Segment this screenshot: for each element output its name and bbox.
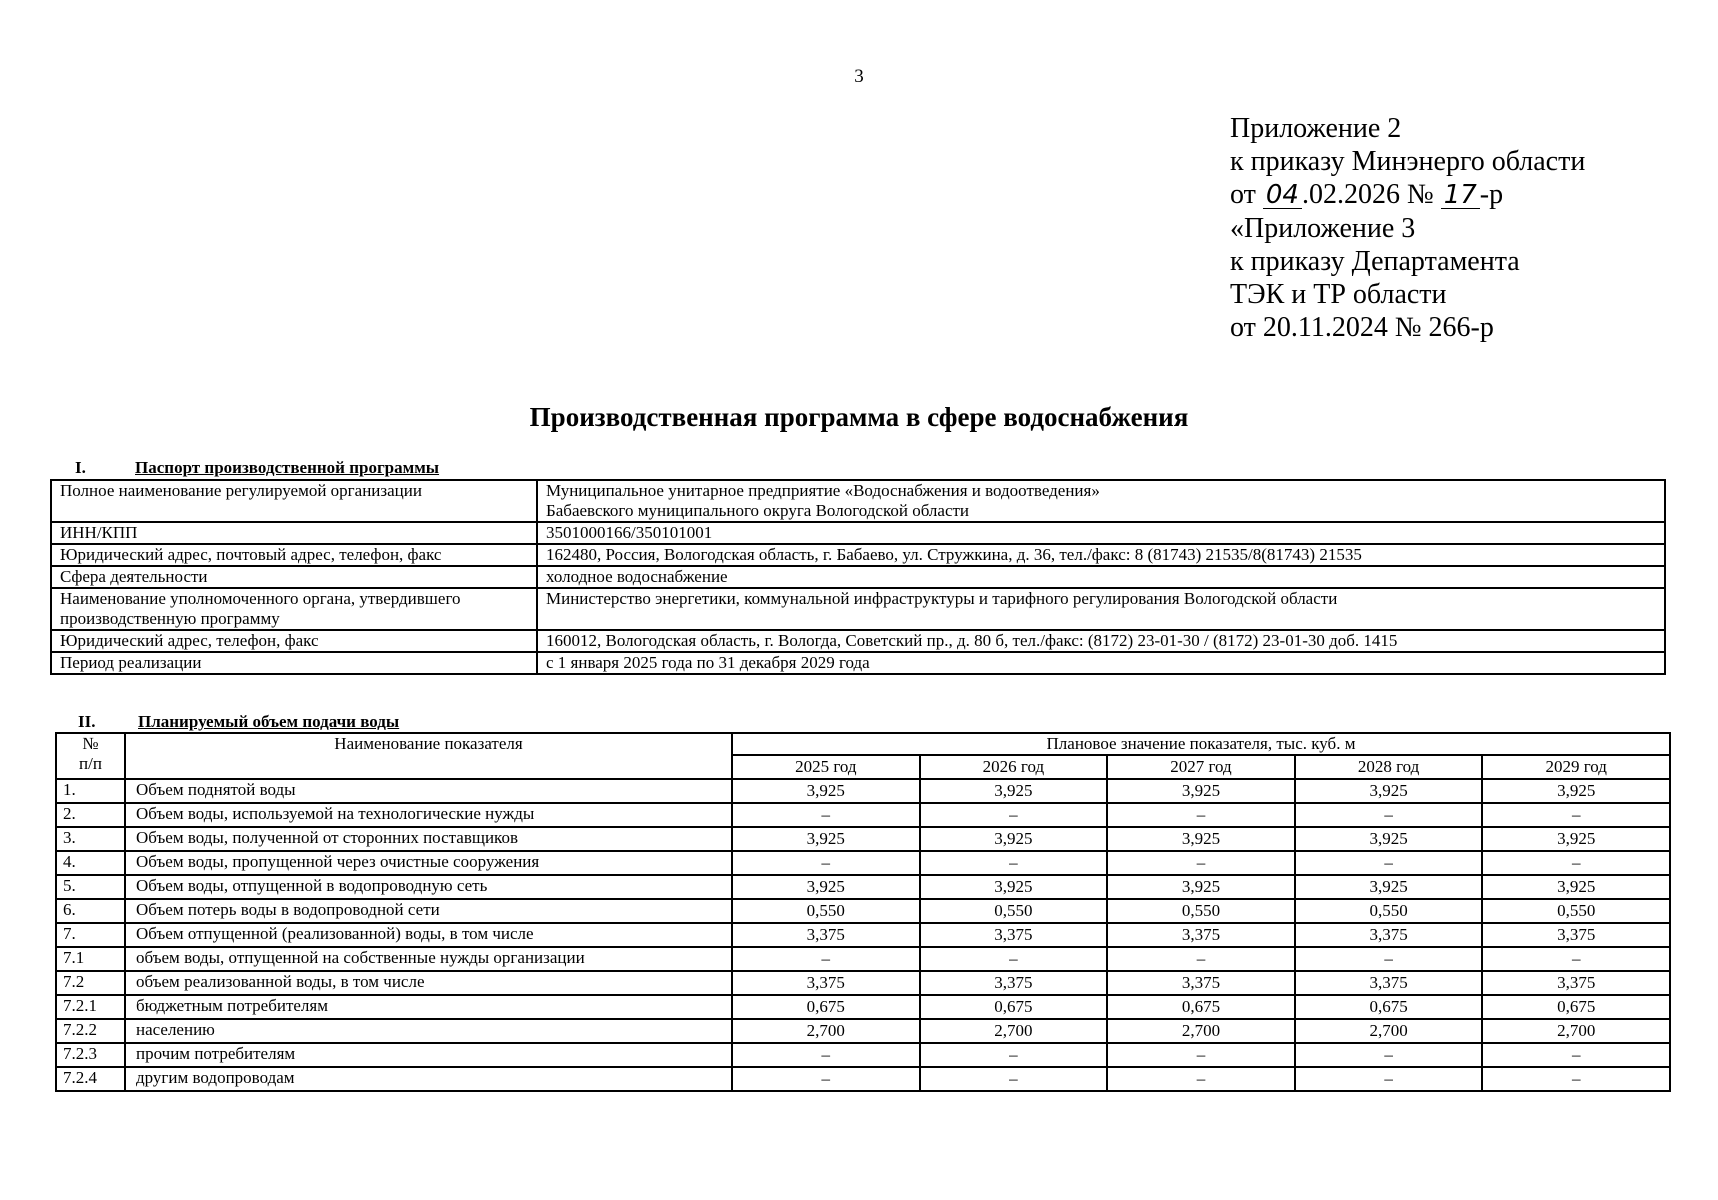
row-number: 5.: [56, 875, 125, 899]
passport-row: [51, 630, 1665, 652]
appendix-line-5: к приказу Департамента: [1230, 246, 1520, 277]
value-cell: 3,925: [920, 875, 1108, 899]
value-cell: 3,925: [732, 779, 920, 803]
passport-label: Наименование уполномоченного органа, утвердившего: [60, 589, 461, 608]
appendix-line-6: ТЭК и ТР области: [1230, 279, 1447, 310]
value-cell: –: [1295, 947, 1483, 971]
value-cell: 0,550: [1295, 899, 1483, 923]
header-year-2026: 2026 год: [920, 755, 1108, 779]
value-cell: –: [732, 1043, 920, 1067]
row-number: 6.: [56, 899, 125, 923]
passport-value-cell: [537, 588, 1665, 630]
passport-value: 162480, Россия, Вологодская область, г. Бабаево, ул. Стружкина, д. 36, тел./факс: 8 (81743) 21535/8(81743) 21535: [546, 545, 1362, 564]
passport-label-cell: [51, 522, 537, 544]
value-cell: 3,925: [1295, 779, 1483, 803]
passport-value-cell: [537, 544, 1665, 566]
value-cell: 0,675: [1107, 995, 1295, 1019]
table-row: [56, 803, 1670, 827]
value-cell: –: [732, 947, 920, 971]
passport-row: [51, 544, 1665, 566]
table-row: [56, 947, 1670, 971]
value-cell: 3,375: [1295, 923, 1483, 947]
value-cell: 3,925: [1107, 779, 1295, 803]
appendix-date-suffix: -р: [1479, 179, 1504, 210]
table-row: [56, 899, 1670, 923]
value-cell: 3,925: [1107, 875, 1295, 899]
value-cell: 3,925: [1295, 827, 1483, 851]
value-cell: –: [920, 947, 1108, 971]
value-cell: 3,925: [1482, 779, 1670, 803]
passport-label: ИНН/КПП: [60, 523, 138, 542]
section-2-number: II.: [78, 712, 96, 731]
value-cell: 0,675: [1295, 995, 1483, 1019]
value-cell: 3,925: [920, 827, 1108, 851]
passport-label: Период реализации: [60, 653, 202, 672]
value-cell: –: [1107, 1067, 1295, 1091]
value-cell: 3,375: [732, 971, 920, 995]
handwritten-day: 04: [1263, 179, 1302, 212]
section-1-number: I.: [75, 458, 86, 477]
passport-table-body: [51, 480, 1665, 674]
header-num-line-2: п/п: [79, 754, 102, 773]
appendix-block: [1230, 112, 1585, 344]
value-cell: –: [1295, 851, 1483, 875]
passport-row: [51, 480, 1665, 522]
value-cell: –: [920, 851, 1108, 875]
table-row: [56, 971, 1670, 995]
table-row: [56, 1019, 1670, 1043]
value-cell: –: [920, 803, 1108, 827]
value-cell: 3,375: [920, 971, 1108, 995]
value-cell: 2,700: [920, 1019, 1108, 1043]
passport-label: Юридический адрес, телефон, факс: [60, 631, 319, 650]
table-row: [56, 1067, 1670, 1091]
section-1-title: Паспорт производственной программы: [135, 458, 440, 477]
water-volume-table: [55, 732, 1671, 1092]
passport-table: [50, 479, 1666, 675]
indicator-name: бюджетным потребителям: [125, 995, 732, 1019]
passport-row: [51, 588, 1665, 630]
indicator-name: Объем воды, используемой на технологические нужды: [125, 803, 732, 827]
value-cell: 2,700: [1107, 1019, 1295, 1043]
passport-value: 160012, Вологодская область, г. Вологда, Советский пр., д. 80 б, тел./факс: (8172) 23-01-30 / (8172) 23-01-30 доб. 1415: [546, 631, 1398, 650]
section-2-title: Планируемый объем подачи воды: [138, 712, 400, 731]
passport-value-cell: [537, 566, 1665, 588]
value-cell: –: [1107, 803, 1295, 827]
value-cell: –: [732, 803, 920, 827]
passport-label-line-2: производственную программу: [60, 609, 280, 628]
indicator-name: Объем поднятой воды: [125, 779, 732, 803]
value-cell: –: [1295, 1067, 1483, 1091]
indicator-name: Объем отпущенной (реализованной) воды, в том числе: [125, 923, 732, 947]
value-cell: 3,375: [1107, 923, 1295, 947]
appendix-line-4: «Приложение 3: [1230, 213, 1416, 244]
indicator-name: другим водопроводам: [125, 1067, 732, 1091]
value-cell: 0,550: [1107, 899, 1295, 923]
row-number: 7.2.1: [56, 995, 125, 1019]
indicator-name: Объем воды, пропущенной через очистные сооружения: [125, 851, 732, 875]
section-1-heading: [75, 458, 439, 478]
passport-value: Министерство энергетики, коммунальной инфраструктуры и тарифного регулирования Вологодской области: [546, 589, 1338, 608]
section-2-heading: [78, 712, 399, 732]
indicator-name: Объем воды, отпущенной в водопроводную сеть: [125, 875, 732, 899]
passport-row: [51, 652, 1665, 674]
header-year-2028: 2028 год: [1295, 755, 1483, 779]
passport-value-cell: [537, 630, 1665, 652]
value-cell: 0,675: [732, 995, 920, 1019]
value-cell: –: [1482, 1067, 1670, 1091]
header-year-2027: 2027 год: [1107, 755, 1295, 779]
passport-label-cell: [51, 630, 537, 652]
passport-row: [51, 522, 1665, 544]
passport-label-cell: [51, 566, 537, 588]
value-cell: 3,925: [1482, 827, 1670, 851]
indicator-name: населению: [125, 1019, 732, 1043]
value-cell: 3,925: [1482, 875, 1670, 899]
table-row: [56, 923, 1670, 947]
value-cell: 0,550: [732, 899, 920, 923]
table-row: [56, 1043, 1670, 1067]
value-cell: 3,375: [732, 923, 920, 947]
value-cell: –: [920, 1067, 1108, 1091]
value-cell: –: [1107, 851, 1295, 875]
appendix-line-7: от 20.11.2024 № 266-р: [1230, 312, 1494, 343]
header-year-2025: 2025 год: [732, 755, 920, 779]
table-row: [56, 779, 1670, 803]
value-cell: 3,375: [1482, 971, 1670, 995]
value-cell: 3,375: [1482, 923, 1670, 947]
value-cell: 0,675: [920, 995, 1108, 1019]
water-volume-header: [56, 733, 1670, 779]
value-cell: 3,375: [920, 923, 1108, 947]
passport-value-line-2: Бабаевского муниципального округа Вологодской области: [546, 501, 970, 520]
passport-label: Сфера деятельности: [60, 567, 208, 586]
value-cell: 3,925: [732, 875, 920, 899]
header-year-2029: 2029 год: [1482, 755, 1670, 779]
header-name-cell: Наименование показателя: [125, 733, 732, 779]
row-number: 7.1: [56, 947, 125, 971]
indicator-name: Объем потерь воды в водопроводной сети: [125, 899, 732, 923]
value-cell: 2,700: [1295, 1019, 1483, 1043]
value-cell: 0,675: [1482, 995, 1670, 1019]
header-group-cell: Плановое значение показателя, тыс. куб. м: [732, 733, 1670, 755]
row-number: 7.2.3: [56, 1043, 125, 1067]
indicator-name: объем реализованной воды, в том числе: [125, 971, 732, 995]
table-row: [56, 851, 1670, 875]
value-cell: –: [1295, 803, 1483, 827]
passport-label: Юридический адрес, почтовый адрес, телефон, факс: [60, 545, 442, 564]
value-cell: 3,375: [1107, 971, 1295, 995]
value-cell: 3,925: [1295, 875, 1483, 899]
value-cell: 3,925: [1107, 827, 1295, 851]
value-cell: –: [732, 1067, 920, 1091]
value-cell: –: [1482, 947, 1670, 971]
passport-label-cell: [51, 652, 537, 674]
passport-label-cell: [51, 588, 537, 630]
value-cell: –: [1107, 1043, 1295, 1067]
passport-label-cell: [51, 480, 537, 522]
value-cell: –: [1482, 1043, 1670, 1067]
value-cell: –: [1107, 947, 1295, 971]
value-cell: –: [1295, 1043, 1483, 1067]
passport-value: Муниципальное унитарное предприятие «Водоснабжения и водоотведения»: [546, 481, 1100, 500]
passport-value-cell: [537, 522, 1665, 544]
value-cell: 2,700: [732, 1019, 920, 1043]
passport-value-cell: [537, 652, 1665, 674]
value-cell: 3,925: [732, 827, 920, 851]
row-number: 2.: [56, 803, 125, 827]
page-number: 3: [854, 66, 864, 87]
passport-value: с 1 января 2025 года по 31 декабря 2029 года: [546, 653, 870, 672]
row-number: 7.: [56, 923, 125, 947]
value-cell: 0,550: [920, 899, 1108, 923]
appendix-line-3: [1230, 178, 1585, 212]
value-cell: –: [1482, 803, 1670, 827]
row-number: 7.2: [56, 971, 125, 995]
row-number: 7.2.2: [56, 1019, 125, 1043]
water-volume-body: [56, 779, 1670, 1091]
appendix-date-mid: .02.2026 №: [1301, 179, 1441, 210]
value-cell: 2,700: [1482, 1019, 1670, 1043]
indicator-name: прочим потребителям: [125, 1043, 732, 1067]
passport-label: Полное наименование регулируемой организации: [60, 481, 422, 500]
row-number: 7.2.4: [56, 1067, 125, 1091]
header-num-cell: [56, 733, 125, 779]
value-cell: 3,925: [920, 779, 1108, 803]
value-cell: 0,550: [1482, 899, 1670, 923]
handwritten-order-number: 17: [1441, 179, 1480, 212]
row-number: 3.: [56, 827, 125, 851]
passport-label-cell: [51, 544, 537, 566]
row-number: 1.: [56, 779, 125, 803]
value-cell: 3,375: [1295, 971, 1483, 995]
header-num-line-1: №: [82, 734, 99, 753]
passport-value: холодное водоснабжение: [546, 567, 728, 586]
indicator-name: Объем воды, полученной от сторонних поставщиков: [125, 827, 732, 851]
value-cell: –: [920, 1043, 1108, 1067]
appendix-line-2: к приказу Минэнерго области: [1230, 146, 1586, 177]
table-row: [56, 995, 1670, 1019]
passport-value-cell: [537, 480, 1665, 522]
value-cell: –: [1482, 851, 1670, 875]
document-title: Производственная программа в сфере водоснабжения: [529, 402, 1189, 432]
appendix-line-1: Приложение 2: [1230, 113, 1402, 144]
appendix-date-prefix: от: [1230, 179, 1263, 210]
row-number: 4.: [56, 851, 125, 875]
table-row: [56, 827, 1670, 851]
table-row: [56, 875, 1670, 899]
value-cell: –: [732, 851, 920, 875]
passport-value: 3501000166/350101001: [546, 523, 713, 542]
indicator-name: объем воды, отпущенной на собственные нужды организации: [125, 947, 732, 971]
header-row-1: [56, 733, 1670, 755]
passport-row: [51, 566, 1665, 588]
